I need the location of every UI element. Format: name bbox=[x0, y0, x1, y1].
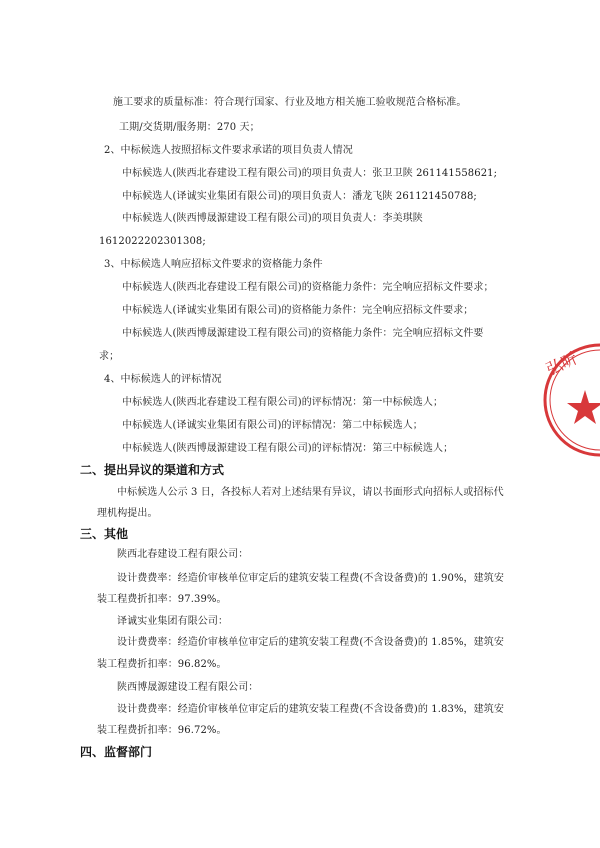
manager-line-1: 中标候选人(陕西北春建设工程有限公司)的项目负责人：张卫卫陕 261141558621; bbox=[122, 168, 498, 179]
manager-line-3-cont: 1612022202301308; bbox=[99, 236, 206, 247]
heading-supervision: 四、监督部门 bbox=[80, 745, 153, 759]
heading-objection-channels: 二、提出异议的渠道和方式 bbox=[80, 463, 225, 477]
company-1-name: 陕西北春建设工程有限公司： bbox=[117, 549, 249, 560]
evaluation-line-1: 中标候选人(陕西北春建设工程有限公司)的评标情况：第一中标候选人； bbox=[122, 397, 444, 408]
qualification-line-3: 中标候选人(陕西博晟源建设工程有限公司)的资格能力条件：完全响应招标文件要 bbox=[122, 328, 484, 339]
duration-line: 工期/交货期/服务期：270 天； bbox=[119, 122, 260, 133]
company-1-rate: 设计费费率：经造价审核单位审定后的建筑安装工程费(不含设备费)的 1.90%，建筑安 bbox=[117, 573, 504, 584]
qualification-line-1: 中标候选人(陕西北春建设工程有限公司)的资格能力条件：完全响应招标文件要求； bbox=[122, 282, 494, 293]
qualification-line-2: 中标候选人(译诚实业集团有限公司)的资格能力条件：完全响应招标文件要求； bbox=[122, 305, 474, 316]
company-seal bbox=[535, 325, 600, 475]
section-3-title: 3、中标候选人响应招标文件要求的资格能力条件 bbox=[104, 259, 323, 270]
company-2-name: 译诚实业集团有限公司： bbox=[117, 616, 229, 627]
manager-line-3: 中标候选人(陕西博晟源建设工程有限公司)的项目负责人：李美琪陕 bbox=[122, 213, 423, 224]
objection-line-2: 理机构提出。 bbox=[97, 508, 158, 519]
company-1-discount: 装工程费折扣率：97.39%。 bbox=[97, 594, 227, 605]
qualification-line-3-cont: 求； bbox=[99, 351, 120, 362]
company-2-rate: 设计费费率：经造价审核单位审定后的建筑安装工程费(不含设备费)的 1.85%，建筑安 bbox=[117, 637, 504, 648]
company-3-discount: 装工程费折扣率：96.72%。 bbox=[97, 725, 227, 736]
seal-text: 弘昕 bbox=[543, 348, 581, 380]
company-3-name: 陕西博晟源建设工程有限公司： bbox=[117, 682, 259, 693]
section-4-title: 4、中标候选人的评标情况 bbox=[104, 374, 222, 385]
company-3-rate: 设计费费率：经造价审核单位审定后的建筑安装工程费(不含设备费)的 1.83%，建筑安 bbox=[117, 704, 504, 715]
objection-line-1: 中标候选人公示 3 日，各投标人若对上述结果有异议，请以书面形式向招标人或招标代 bbox=[117, 487, 504, 498]
manager-line-2: 中标候选人(译诚实业集团有限公司)的项目负责人：潘龙飞陕 261121450788; bbox=[122, 191, 477, 202]
quality-standard-line: 施工要求的质量标准：符合现行国家、行业及地方相关施工验收规范合格标准。 bbox=[113, 97, 467, 108]
company-2-discount: 装工程费折扣率：96.82%。 bbox=[97, 659, 227, 670]
heading-other: 三、其他 bbox=[80, 527, 129, 541]
section-2-title: 2、中标候选人按照招标文件要求承诺的项目负责人情况 bbox=[104, 145, 353, 156]
evaluation-line-2: 中标候选人(译诚实业集团有限公司)的评标情况：第二中标候选人； bbox=[122, 420, 423, 431]
evaluation-line-3: 中标候选人(陕西博晟源建设工程有限公司)的评标情况：第三中标候选人； bbox=[122, 443, 454, 454]
